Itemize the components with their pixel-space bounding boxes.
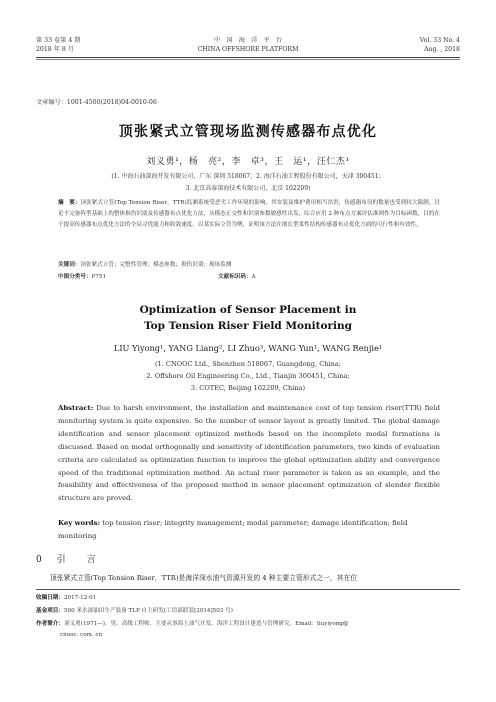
- english-title-line-2: Top Tension Riser Field Monitoring: [144, 320, 352, 332]
- chinese-title: 顶张紧式立管现场监测传感器布点优化: [118, 124, 378, 140]
- section-heading: [36, 552, 460, 565]
- doc-code-label: 文献标识码：: [218, 274, 252, 280]
- english-affiliation-3: 3. COTEC, Beijing 102209, China): [190, 384, 306, 392]
- header-center: [36, 36, 460, 54]
- received-label: 收稿日期：: [36, 595, 64, 601]
- publication-date: 2018 年 8 月: [36, 46, 74, 53]
- classification-line: [58, 272, 440, 280]
- header-rule-thick: [36, 57, 460, 58]
- chinese-keywords: [58, 260, 440, 268]
- chinese-abstract-label: 摘 要：: [58, 200, 81, 206]
- english-affiliation-1: (1. CNOOC Ltd., Shenzhen 518067, Guangdong, China;: [154, 360, 342, 368]
- chinese-authors: 刘义勇¹，杨 亮²，李 卓³，王 运¹，汪仁杰¹: [146, 157, 350, 167]
- english-abstract-label: Abstract:: [58, 404, 94, 412]
- author-bio-value: 刘义勇(1971—)，男，高级工程师，主要从事海上油气开发、海洋工程设计建造与管理研究。Email：liuyiyong@: [63, 621, 349, 627]
- footnote-author: [36, 619, 460, 641]
- chinese-affiliation-2: 3. 北京高泰深海技术有限公司，北京 102209): [185, 185, 311, 192]
- author-email-continuation: cnooc. com. cn: [60, 632, 103, 638]
- english-abstract-text: Due to harsh environment, the installation and maintenance cost of top tension riser(TTR) field monitoring system is quite expensive. So the number of sensor layout is greatly limited. The global damage identification and sensor placement optimized methods based on the incomplete modal formations is discussed. Based on modal orthogonally and sensitivity of identification parameters, two kinds of evaluation criteria are calculated as optimization function to improve the global optimization ability and convergence speed of the traditional optimization method. An actual riser parameter is taken as an example, and the feasibility and effectiveness of the proposed method in sensor placement optimization of slender flexible structure are proved.: [58, 404, 440, 503]
- chinese-abstract-text: 顶张紧式立管(Top Tension Riser，TTR)监测系统受恶劣工作环境的影响，其安装及维护费用相当昂贵，传感器布设的数量也受到较大限制。讨论不完备阵型基础上的整体损伤识别及传感器布点优化方法，从模态正交性和识别参数敏感性出发，综合应用 2 种布点方案评估准则作为目标函数，目的在于提高传感器布点优化方法的全局寻优能力和收敛速度。以某实际立管为例，证明该方法在细长型柔性结构传感器布点优化方面的可行性和有效性。: [58, 200, 440, 228]
- article-number: 文章编号：1001-4500(2018)04-0010-06: [36, 99, 157, 106]
- english-keywords-label: Key words:: [58, 519, 101, 527]
- chinese-affiliation-1: (1. 中海石油深海开发有限公司，广东 深圳 518067；2. 海洋石油工程股份有限公司，天津 300451；: [111, 173, 385, 180]
- received-value: 2017-12-01: [63, 595, 97, 601]
- chinese-keywords-label: 关键词：: [58, 262, 81, 268]
- header-right: [420, 36, 460, 54]
- english-title-line-1: Optimization of Sensor Placement in: [139, 304, 357, 316]
- body-paragraph: 顶张紧式立管(Top Tension Riser，TTR)是海洋深水油气资源开发的 4 种主要立管形式之一，其在位: [50, 574, 358, 582]
- footnote-received: [36, 593, 460, 604]
- volume-issue: 第 33 卷第 4 期: [36, 37, 81, 44]
- english-keywords-text: top tension riser; integrity management; modal parameter; damage identification; field monitoring: [58, 519, 408, 540]
- english-keywords: [58, 517, 440, 543]
- clc-label: 中图分类号：: [58, 274, 92, 280]
- english-abstract: [58, 402, 440, 505]
- chinese-keywords-text: 顶张紧式立管；完整性管理；模态参数；损伤识别；现场监测: [80, 262, 232, 268]
- publication-date-en: Aug. , 2018: [423, 46, 460, 53]
- english-authors: LIU Yiyong¹, YANG Liang², LI Zhuo³, WANG Yun¹, WANG Renjie¹: [113, 343, 383, 353]
- journal-header: [36, 36, 460, 74]
- chinese-abstract: [58, 198, 440, 230]
- volume-issue-en: Vol. 33 No. 4: [419, 37, 460, 44]
- english-affiliation-2: 2. Offshore Oil Engineering Co., Ltd., Tianjin 300451, China;: [146, 372, 350, 380]
- doc-code-value: A: [251, 274, 256, 280]
- journal-name-en: CHINA OFFSHORE PLATFORM: [197, 46, 299, 53]
- journal-name-cn: 中 国 海 洋 平 台: [213, 37, 283, 44]
- author-bio-label: 作者简介：: [36, 621, 64, 627]
- section-number: 0: [36, 555, 48, 565]
- header-rule-thin: [36, 59, 460, 60]
- fund-label: 基金项目：: [36, 608, 64, 614]
- footnote-fund: [36, 606, 460, 617]
- fund-value: 500 米水深油田生产装备 TLP 自主研发(工信部联装[2014]503 号): [63, 608, 233, 614]
- clc-value: P751: [91, 274, 107, 280]
- section-title: 引 言: [56, 555, 102, 565]
- footnote-divider: [36, 589, 460, 590]
